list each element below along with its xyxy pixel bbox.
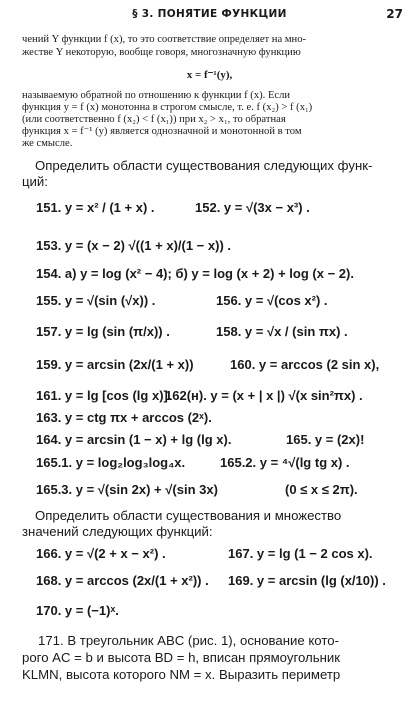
problem-171-line-2: рого AC = b и высота BD = h, вписан прямоугольник bbox=[22, 650, 340, 665]
problem-171-line-3: KLMN, высота которого NM = x. Выразить периметр bbox=[22, 667, 341, 682]
problem-151: 151. y = x² / (1 + x) . bbox=[36, 200, 155, 215]
problem-165-2: 165.2. y = ⁴√(lg tg x) . bbox=[220, 455, 350, 470]
intro-line-7: же смысле. bbox=[22, 138, 73, 149]
problem-156: 156. y = √(cos x²) . bbox=[216, 293, 328, 308]
task2-line-2: значений следующих функций: bbox=[22, 524, 213, 539]
task1-line-2: ций: bbox=[22, 174, 48, 189]
intro-line-1: чений Y функции f (x), то это соответствие определяет на мно- bbox=[22, 34, 307, 45]
problem-159: 159. y = arcsin (2x/(1 + x)) bbox=[36, 357, 194, 372]
problem-165-3: 165.3. y = √(sin 2x) + √(sin 3x) bbox=[36, 482, 218, 497]
problem-168: 168. y = arccos (2x/(1 + x²)) . bbox=[36, 573, 209, 588]
intro-line-2: жестве Y некоторую, вообще говоря, многозначную функцию bbox=[22, 47, 301, 58]
page-number: 27 bbox=[386, 7, 403, 21]
task1-line-1: Определить области существования следующих функ- bbox=[35, 158, 373, 173]
problem-155: 155. y = √(sin (√x)) . bbox=[36, 293, 156, 308]
problem-171-line-1: 171. В треугольник ABC (рис. 1), основание кото- bbox=[38, 633, 339, 648]
problem-162: 162(н). y = (x + | x |) √(x sin²πx) . bbox=[165, 388, 363, 403]
problem-161: 161. y = lg [cos (lg x)]. bbox=[36, 388, 172, 403]
problem-152: 152. y = √(3x − x³) . bbox=[195, 200, 310, 215]
intro-line-4: функция y = f (x) монотонна в строгом смысле, т. е. f (x₂) > f (x₁) bbox=[22, 102, 313, 113]
problem-164: 164. y = arcsin (1 − x) + lg (lg x). bbox=[36, 432, 232, 447]
inverse-formula: x = f⁻¹(y), bbox=[186, 69, 233, 81]
problem-166: 166. y = √(2 + x − x²) . bbox=[36, 546, 166, 561]
task2-line-1: Определить области существования и множество bbox=[35, 508, 342, 523]
intro-line-6: функция x = f⁻¹ (y) является однозначной и монотонной в том bbox=[22, 126, 302, 137]
problem-158: 158. y = √x / (sin πx) . bbox=[216, 324, 348, 339]
problem-165-3-range: (0 ≤ x ≤ 2π). bbox=[285, 482, 358, 497]
problem-165-1: 165.1. y = log₂log₃log₄x. bbox=[36, 455, 186, 470]
intro-line-5: (или соответственно f (x₂) < f (x₁)) при x₂ > x₁, то обратная bbox=[22, 114, 286, 125]
problem-167: 167. y = lg (1 − 2 cos x). bbox=[228, 546, 373, 561]
problem-170: 170. y = (−1)ˣ. bbox=[36, 603, 119, 618]
problem-163: 163. y = ctg πx + arccos (2ˣ). bbox=[36, 410, 212, 425]
problem-157: 157. y = lg (sin (π/x)) . bbox=[36, 324, 170, 339]
problem-160: 160. y = arccos (2 sin x), bbox=[230, 357, 380, 372]
problem-153: 153. y = (x − 2) √((1 + x)/(1 − x)) . bbox=[36, 238, 231, 253]
problem-169: 169. y = arcsin (lg (x/10)) . bbox=[228, 573, 386, 588]
intro-line-3: называемую обратной по отношению к функции f (x). Если bbox=[22, 90, 291, 101]
problem-154: 154. а) y = log (x² − 4); б) y = log (x + 2) + log (x − 2). bbox=[36, 266, 354, 281]
problem-165: 165. y = (2x)! bbox=[286, 432, 365, 447]
section-header: § 3. ПОНЯТИЕ ФУНКЦИИ bbox=[132, 8, 287, 20]
